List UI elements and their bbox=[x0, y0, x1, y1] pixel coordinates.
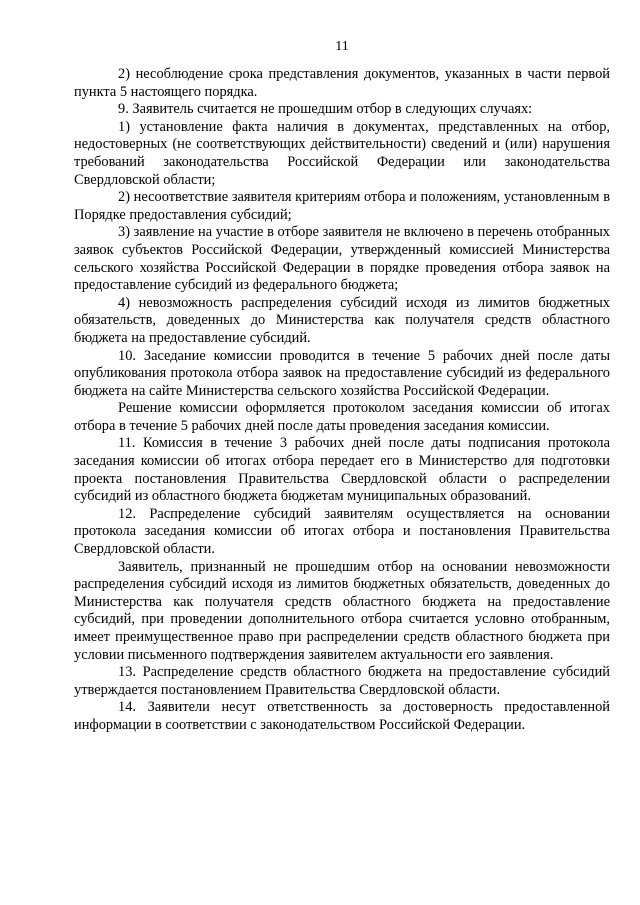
paragraph-9-item-3: 3) заявление на участие в отборе заявителя не включено в перечень отобранных заявок субъектов Российской Федерации, утвержденный комиссией Министерства сельского хозяйства Российской Федерации в порядке проведения отбора заявок на предоставление субсидий из федерального бюджета; bbox=[74, 224, 610, 294]
paragraph-12-applicant: Заявитель, признанный не прошедшим отбор на основании невозможности распределения субсидий исходя из лимитов бюджетных обязательств, доведенных до Министерства как получателя средств областного бюджета на предоставление субсидий, при проведении дополнительного отбора считается условно отобранным, имеет преимущественное право при распределении средств областного бюджета при условии письменного подтверждения заявителем актуальности его заявления. bbox=[74, 558, 610, 663]
paragraph-12: 12. Распределение субсидий заявителям осуществляется на основании протокола заседания комиссии об итогах отбора и постановления Правительства Свердловской области. bbox=[74, 505, 610, 558]
paragraph-9-item-2: 2) несоответствие заявителя критериям отбора и положениям, установленным в Порядке предоставления субсидий; bbox=[74, 189, 610, 223]
paragraph-14: 14. Заявители несут ответственность за достоверность предоставленной информации в соответствии с законодательством Российской Федерации. bbox=[74, 699, 610, 733]
paragraph-11: 11. Комиссия в течение 3 рабочих дней после даты подписания протокола заседания комиссии об итогах отбора передает его в Министерство для подготовки проекта постановления Правительства Свердловской области о распределении субсидий из областного бюджета бюджетам муниципальных образований. bbox=[74, 435, 610, 505]
paragraph-9-item-4: 4) невозможность распределения субсидий исходя из лимитов бюджетных обязательств, доведенных до Министерства как получателя средств областного бюджета на предоставление субсидий. bbox=[74, 294, 610, 346]
document-page bbox=[74, 38, 610, 735]
paragraph-13: 13. Распределение средств областного бюджета на предоставление субсидий утверждается постановлением Правительства Свердловской области. bbox=[74, 664, 610, 698]
paragraph-2-clause: 2) несоблюдение срока представления документов, указанных в части первой пункта 5 настоящего порядка. bbox=[74, 66, 610, 100]
paragraph-9-item-1: 1) установление факта наличия в документах, представленных на отбор, недостоверных (не соответствующих действительности) сведений и (или) нарушения требований законодательства Российской Федерации или законодательства Свердловской области; bbox=[74, 118, 610, 188]
paragraph-10-decision: Решение комиссии оформляется протоколом заседания комиссии об итогах отбора в течение 5 рабочих дней после даты проведения заседания комиссии. bbox=[74, 400, 610, 434]
paragraph-10: 10. Заседание комиссии проводится в течение 5 рабочих дней после даты опубликования протокола отбора заявок на предоставление субсидий из федерального бюджета на сайте Министерства сельского хозяйства Российской Федерации. bbox=[74, 347, 610, 399]
paragraph-9: 9. Заявитель считается не прошедшим отбор в следующих случаях: bbox=[118, 101, 533, 118]
page-number: 11 bbox=[335, 39, 349, 54]
